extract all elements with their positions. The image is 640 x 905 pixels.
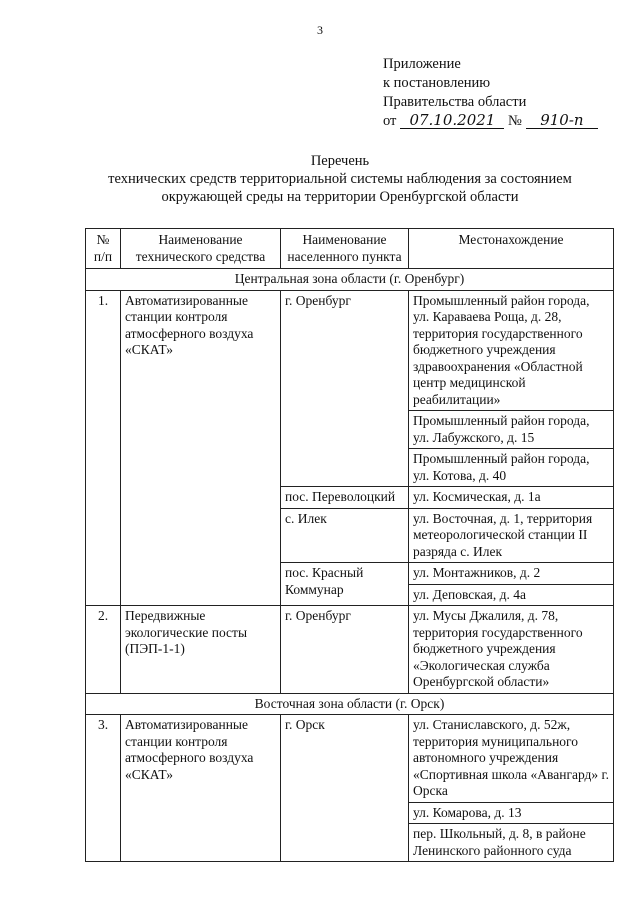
location-cell: ул. Комарова, д. 13 — [409, 802, 614, 824]
title-line-3: окружающей среды на территории Оренбургской области — [161, 189, 519, 205]
zone-row — [86, 269, 614, 291]
table-row — [86, 606, 614, 694]
header-location: Местонахождение — [409, 229, 614, 269]
header-num: № п/п — [86, 229, 121, 269]
settlement-name: г. Оренбург — [281, 606, 409, 694]
zone-east: Восточная зона области (г. Орск) — [86, 693, 614, 715]
appendix-line-3: Правительства области — [383, 94, 527, 110]
location-cell: ул. Восточная, д. 1, территория метеорологической станции II разряда с. Илек — [409, 508, 614, 563]
settlement-name: г. Орск — [281, 715, 409, 862]
zone-row — [86, 693, 614, 715]
equipment-name: Передвижные экологические посты (ПЭП-1-1) — [121, 606, 281, 694]
appendix-block — [383, 55, 623, 131]
location-cell: ул. Станиславского, д. 52ж, территория муниципального автономного учреждения «Спортивная школа «Авангард» г. Орска — [409, 715, 614, 803]
location-cell: Промышленный район города, ул. Караваева Роща, д. 28, территория государственного бюджетного учреждения здравоохранения «Областной центр медицинской реабилитации» — [409, 290, 614, 411]
header-settlement: Наименование населенного пункта — [281, 229, 409, 269]
location-cell: пер. Школьный, д. 8, в районе Ленинского районного суда — [409, 824, 614, 862]
zone-central: Центральная зона области (г. Оренбург) — [86, 269, 614, 291]
page-number: 3 — [317, 23, 323, 37]
document-title — [100, 152, 580, 206]
location-cell: ул. Деповская, д. 4а — [409, 584, 614, 606]
equipment-name: Автоматизированные станции контроля атмосферного воздуха «СКАТ» — [121, 290, 281, 606]
settlement-name: пос. Переволоцкий — [281, 487, 409, 509]
appendix-line-1: Приложение — [383, 56, 461, 72]
row-number: 2. — [86, 606, 121, 694]
location-cell: Промышленный район города, ул. Лабужского, д. 15 — [409, 411, 614, 449]
settlement-name: г. Оренбург — [281, 290, 409, 487]
location-cell: ул. Мусы Джалиля, д. 78, территория государственного бюджетного учреждения «Экологическая служба Оренбургской области» — [409, 606, 614, 694]
title-line-2: технических средств территориальной системы наблюдения за состоянием — [108, 171, 572, 187]
appendix-line-2: к постановлению — [383, 75, 491, 91]
location-cell: Промышленный район города, ул. Котова, д. 40 — [409, 449, 614, 487]
row-number: 3. — [86, 715, 121, 862]
table-header-row — [86, 229, 614, 269]
location-cell: ул. Космическая, д. 1а — [409, 487, 614, 509]
settlement-name: пос. Красный Коммунар — [281, 563, 409, 606]
handwritten-date: 07.10.2021 — [400, 112, 504, 129]
settlement-name: с. Илек — [281, 508, 409, 563]
date-prefix: от — [383, 113, 397, 129]
title-line-1: Перечень — [310, 153, 370, 169]
header-name: Наименование технического средства — [121, 229, 281, 269]
table-row — [86, 290, 614, 411]
table-row — [86, 715, 614, 803]
location-cell: ул. Монтажников, д. 2 — [409, 563, 614, 585]
handwritten-number: 910-п — [526, 112, 598, 129]
row-number: 1. — [86, 290, 121, 606]
equipment-table — [85, 228, 614, 862]
equipment-name: Автоматизированные станции контроля атмосферного воздуха «СКАТ» — [121, 715, 281, 862]
appendix-date-line — [383, 112, 623, 131]
number-prefix: № — [508, 113, 522, 129]
